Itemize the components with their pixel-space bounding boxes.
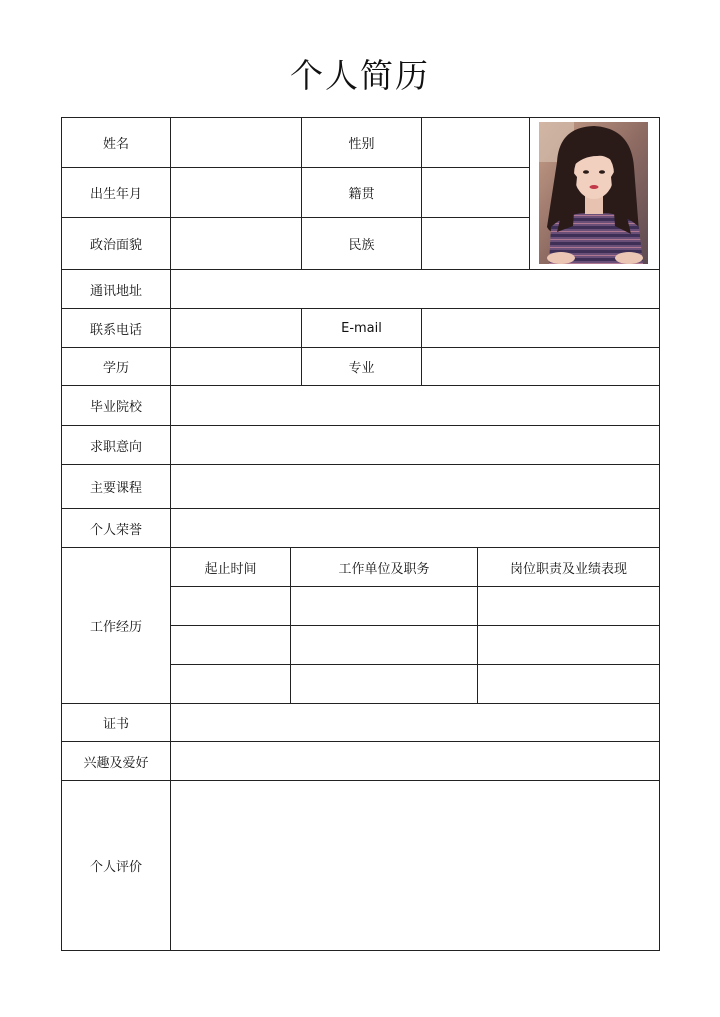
ethnicity-field[interactable] [421, 217, 530, 270]
label-certificates: 证书 [61, 703, 171, 742]
address-field[interactable] [170, 269, 660, 309]
work-row-1-duties[interactable] [477, 586, 660, 626]
label-gender: 性别 [301, 117, 422, 168]
label-address: 通讯地址 [61, 269, 171, 309]
work-row-2-employer[interactable] [290, 625, 478, 665]
label-self-evaluation: 个人评价 [61, 780, 171, 951]
label-school: 毕业院校 [61, 385, 171, 426]
label-email: E-mail [301, 308, 422, 348]
honors-field[interactable] [170, 508, 660, 548]
work-row-1-period[interactable] [170, 586, 291, 626]
work-row-2-period[interactable] [170, 625, 291, 665]
work-row-2-duties[interactable] [477, 625, 660, 665]
label-hobbies: 兴趣及爱好 [61, 741, 171, 781]
label-job-intent: 求职意向 [61, 425, 171, 465]
birth-field[interactable] [170, 167, 302, 218]
label-phone: 联系电话 [61, 308, 171, 348]
work-header-period: 起止时间 [170, 547, 291, 587]
work-row-3-employer[interactable] [290, 664, 478, 704]
gender-field[interactable] [421, 117, 530, 168]
label-native-place: 籍贯 [301, 167, 422, 218]
work-row-1-employer[interactable] [290, 586, 478, 626]
name-field[interactable] [170, 117, 302, 168]
job-intent-field[interactable] [170, 425, 660, 465]
major-field[interactable] [421, 347, 660, 386]
label-education: 学历 [61, 347, 171, 386]
email-field[interactable] [421, 308, 660, 348]
education-field[interactable] [170, 347, 302, 386]
work-header-employer: 工作单位及职务 [290, 547, 478, 587]
label-birth: 出生年月 [61, 167, 171, 218]
political-status-field[interactable] [170, 217, 302, 270]
page-title: 个人简历 [290, 56, 430, 95]
label-name: 姓名 [61, 117, 171, 168]
label-honors: 个人荣誉 [61, 508, 171, 548]
certificates-field[interactable] [170, 703, 660, 742]
work-header-duties: 岗位职责及业绩表现 [477, 547, 660, 587]
work-row-3-duties[interactable] [477, 664, 660, 704]
label-ethnicity: 民族 [301, 217, 422, 270]
profile-photo [539, 122, 648, 264]
label-political-status: 政治面貌 [61, 217, 171, 270]
label-major: 专业 [301, 347, 422, 386]
school-field[interactable] [170, 385, 660, 426]
hobbies-field[interactable] [170, 741, 660, 781]
label-work-experience: 工作经历 [61, 547, 171, 704]
label-courses: 主要课程 [61, 464, 171, 509]
courses-field[interactable] [170, 464, 660, 509]
phone-field[interactable] [170, 308, 302, 348]
native-place-field[interactable] [421, 167, 530, 218]
work-row-3-period[interactable] [170, 664, 291, 704]
self-evaluation-field[interactable] [170, 780, 660, 951]
